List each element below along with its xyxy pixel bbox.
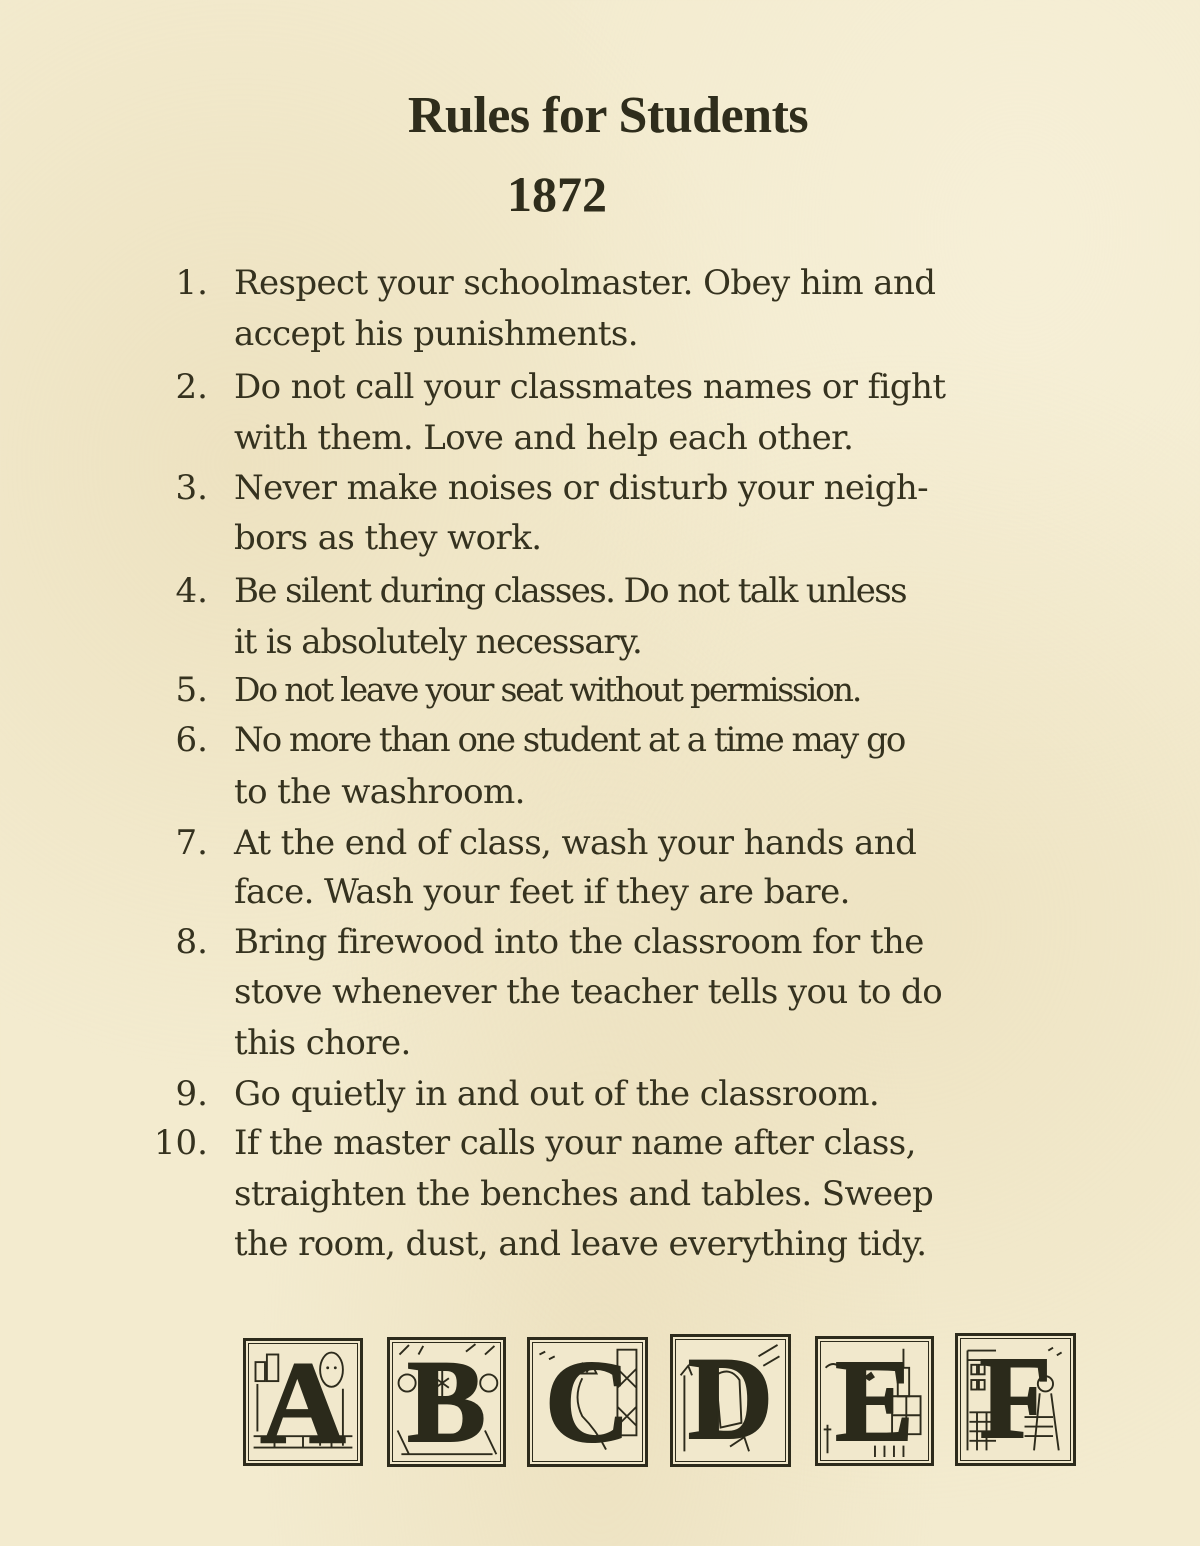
rule-text-line: If the master calls your name after class, [234, 1123, 916, 1163]
rule-text-line: straighten the benches and tables. Sweep [234, 1174, 934, 1214]
rule-text-line: accept his punishments. [234, 314, 638, 354]
rule-number: 2. [175, 367, 208, 407]
rule-text-line: Do not call your classmates names or fight [234, 367, 946, 407]
illuminated-letter-e [815, 1336, 934, 1466]
illuminated-letter-d [670, 1334, 791, 1467]
rule-text-line: stove whenever the teacher tells you to do [234, 972, 943, 1012]
rule-text-line: Never make noises or disturb your neigh- [234, 468, 929, 508]
rule-number: 9. [175, 1074, 208, 1114]
rule-number: 1. [175, 263, 208, 303]
rule-number: 5. [175, 670, 208, 710]
rule-text-line: it is absolutely necessary. [234, 622, 642, 662]
rule-text-line: bors as they work. [234, 518, 542, 558]
rule-number: 10. [153, 1123, 208, 1163]
rule-text-line: No more than one student at a time may go [234, 720, 905, 760]
rule-text-line: Go quietly in and out of the classroom. [234, 1074, 880, 1114]
letter-glyph: F [979, 1333, 1052, 1463]
rule-text-line: Be silent during classes. Do not talk unless [234, 571, 907, 611]
rule-text-line: Respect your schoolmaster. Obey him and [234, 263, 936, 303]
illuminated-letter-f [955, 1333, 1076, 1466]
rule-text-line: Do not leave your seat without permission. [234, 670, 861, 709]
rule-number: 3. [175, 468, 208, 508]
rule-number: 4. [175, 571, 208, 611]
rule-text-line: Bring firewood into the classroom for the [234, 922, 924, 962]
illuminated-letter-a [243, 1338, 363, 1466]
rule-number: 8. [175, 922, 208, 962]
illuminated-letter-c [527, 1337, 648, 1467]
rule-text-line: face. Wash your feet if they are bare. [234, 872, 850, 912]
letter-glyph: C [544, 1337, 631, 1467]
rule-number: 7. [175, 823, 208, 863]
rule-number: 6. [175, 720, 208, 760]
illuminated-letter-b [387, 1337, 506, 1467]
page-title: Rules for Students [407, 87, 809, 144]
rule-text-line: the room, dust, and leave everything tidy. [234, 1224, 927, 1264]
rule-text-line: with them. Love and help each other. [234, 418, 854, 458]
page-year: 1872 [507, 166, 607, 222]
rule-text-line: this chore. [234, 1023, 411, 1063]
letter-glyph: A [260, 1338, 346, 1466]
rule-text-line: to the washroom. [234, 772, 525, 812]
letter-glyph: B [407, 1337, 486, 1467]
rule-text-line: At the end of class, wash your hands and [234, 823, 917, 863]
letter-glyph: E [835, 1336, 914, 1466]
letter-glyph: D [687, 1334, 774, 1464]
